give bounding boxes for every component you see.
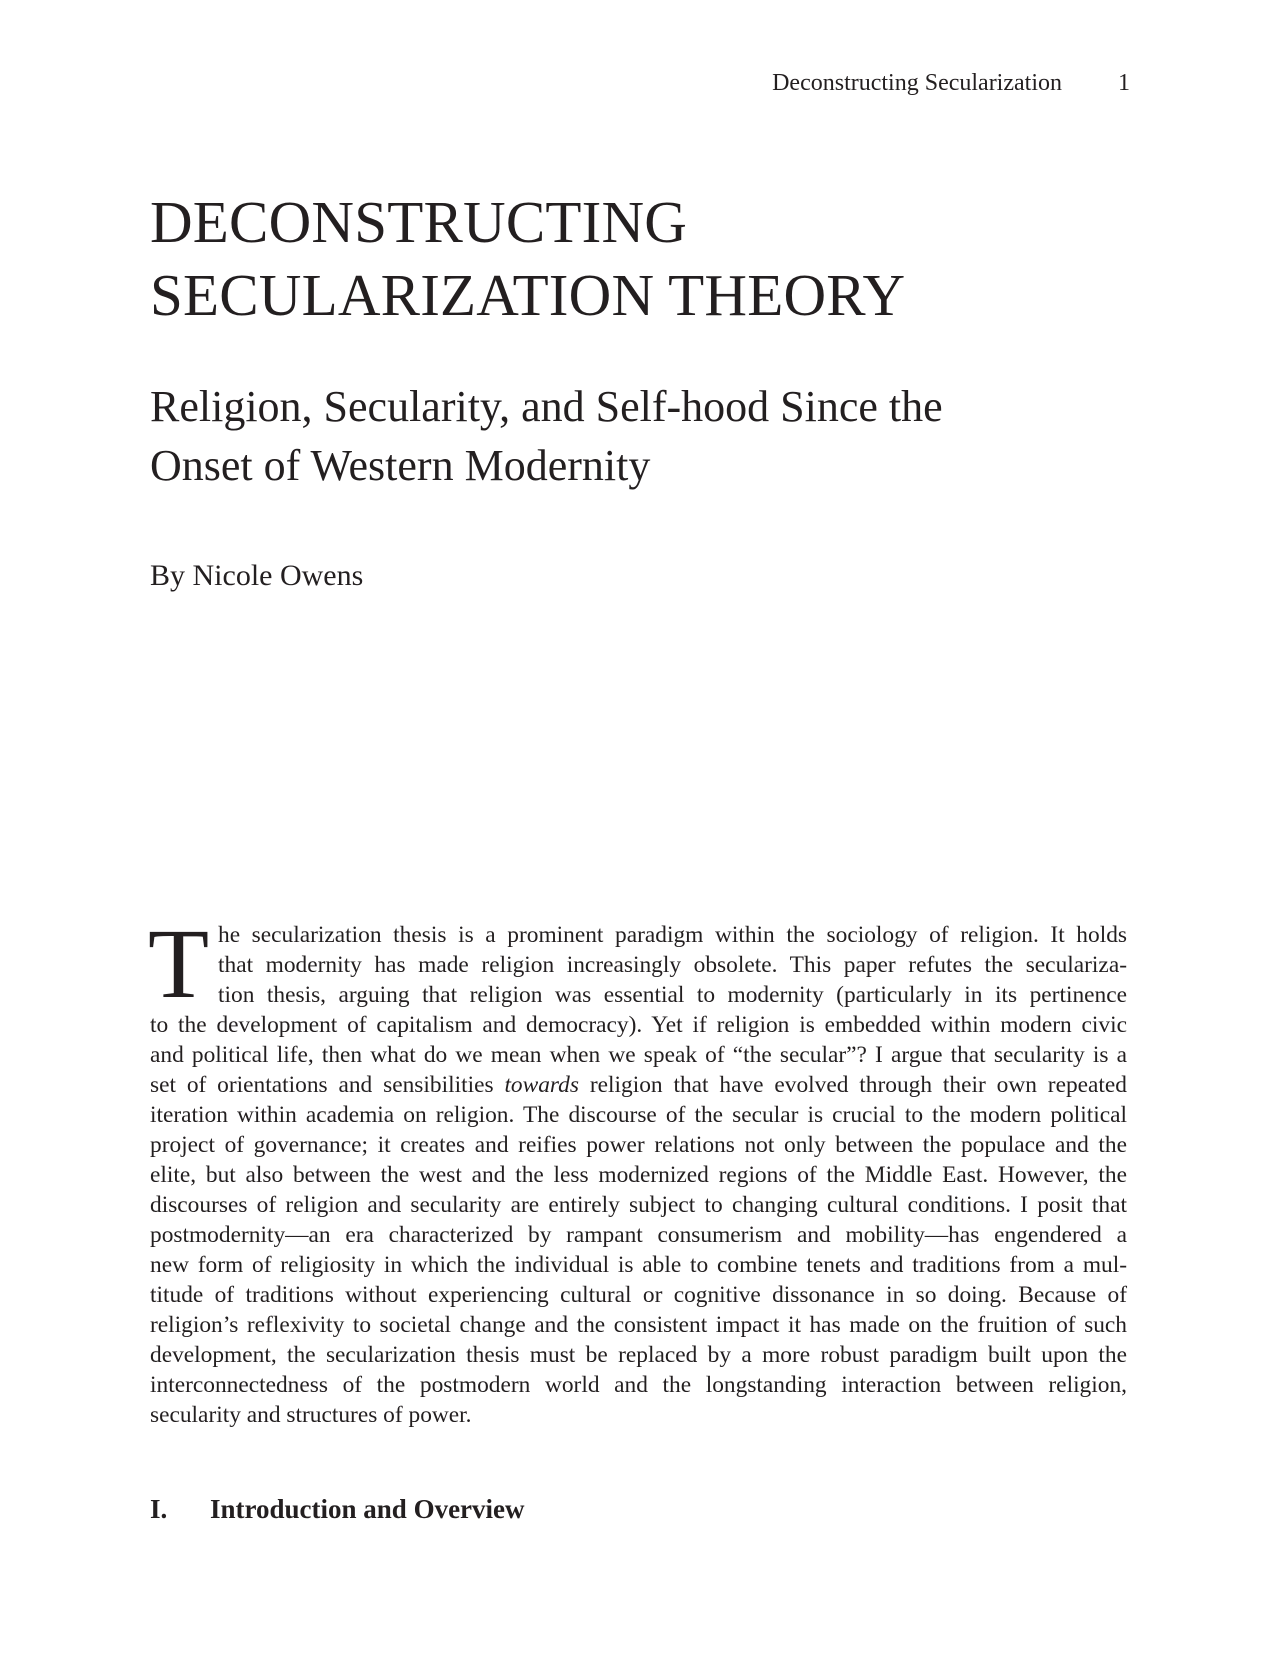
section-heading — [150, 1492, 525, 1526]
abstract-line — [150, 1070, 1127, 1100]
section-title: Introduction and Overview — [210, 1494, 525, 1524]
section-number: I. — [150, 1494, 168, 1524]
abstract-line: postmodernity—an era characterized by rampant consumerism and mobility—has engendered a — [150, 1222, 1127, 1248]
abstract-line-part: set of orientations and sensibilities — [150, 1072, 505, 1098]
abstract-line: titude of traditions without experiencing cultural or cognitive dissonance in so doing. Because of — [150, 1282, 1127, 1308]
abstract — [148, 908, 1127, 1430]
abstract-line-part: religion that have evolved through their own repeated — [578, 1072, 1127, 1098]
abstract-line: development, the secularization thesis must be replaced by a more robust paradigm built upon the — [150, 1342, 1127, 1368]
paper-title-line-2: SECULARIZATION THEORY — [150, 262, 906, 328]
paper-subtitle-line-1: Religion, Secularity, and Self-hood Since the — [150, 382, 943, 431]
paper-subtitle — [150, 377, 1150, 495]
abstract-line: religion’s reflexivity to societal change and the consistent impact it has made on the fruition of such — [150, 1312, 1127, 1338]
abstract-line: tion thesis, arguing that religion was essential to modernity (particularly in its pertinence — [218, 982, 1127, 1008]
paper-title-line-1: DECONSTRUCTING — [150, 189, 688, 255]
paper-title — [150, 186, 1150, 332]
running-head-title: Deconstructing Secularization — [772, 70, 1062, 96]
running-head — [772, 68, 1130, 98]
page-number: 1 — [1118, 70, 1130, 96]
emphasized-word: towards — [504, 1072, 579, 1098]
abstract-line: to the development of capitalism and democracy). Yet if religion is embedded within modern civic — [150, 1012, 1127, 1038]
abstract-line: project of governance; it creates and reifies power relations not only between the populace and the — [150, 1132, 1127, 1158]
abstract-line: and political life, then what do we mean when we speak of “the secular”? I argue that secularity is a — [150, 1042, 1127, 1068]
abstract-line: that modernity has made religion increasingly obsolete. This paper refutes the seculariza- — [218, 952, 1127, 978]
abstract-line: discourses of religion and secularity are entirely subject to changing cultural conditions. I posit that — [150, 1192, 1127, 1218]
abstract-line: interconnectedness of the postmodern world and the longstanding interaction between religion, — [150, 1372, 1127, 1398]
abstract-line: elite, but also between the west and the less modernized regions of the Middle East. However, the — [150, 1162, 1127, 1188]
abstract-line: he secularization thesis is a prominent paradigm within the sociology of religion. It holds — [218, 922, 1127, 948]
drop-cap: T — [148, 908, 210, 1019]
abstract-line: iteration within academia on religion. The discourse of the secular is crucial to the modern political — [150, 1102, 1127, 1128]
abstract-line: secularity and structures of power. — [150, 1402, 472, 1428]
paper-subtitle-line-2: Onset of Western Modernity — [150, 441, 651, 490]
author-byline: By Nicole Owens — [150, 559, 364, 592]
abstract-line: new form of religiosity in which the individual is able to combine tenets and traditions from a mul- — [150, 1252, 1127, 1278]
